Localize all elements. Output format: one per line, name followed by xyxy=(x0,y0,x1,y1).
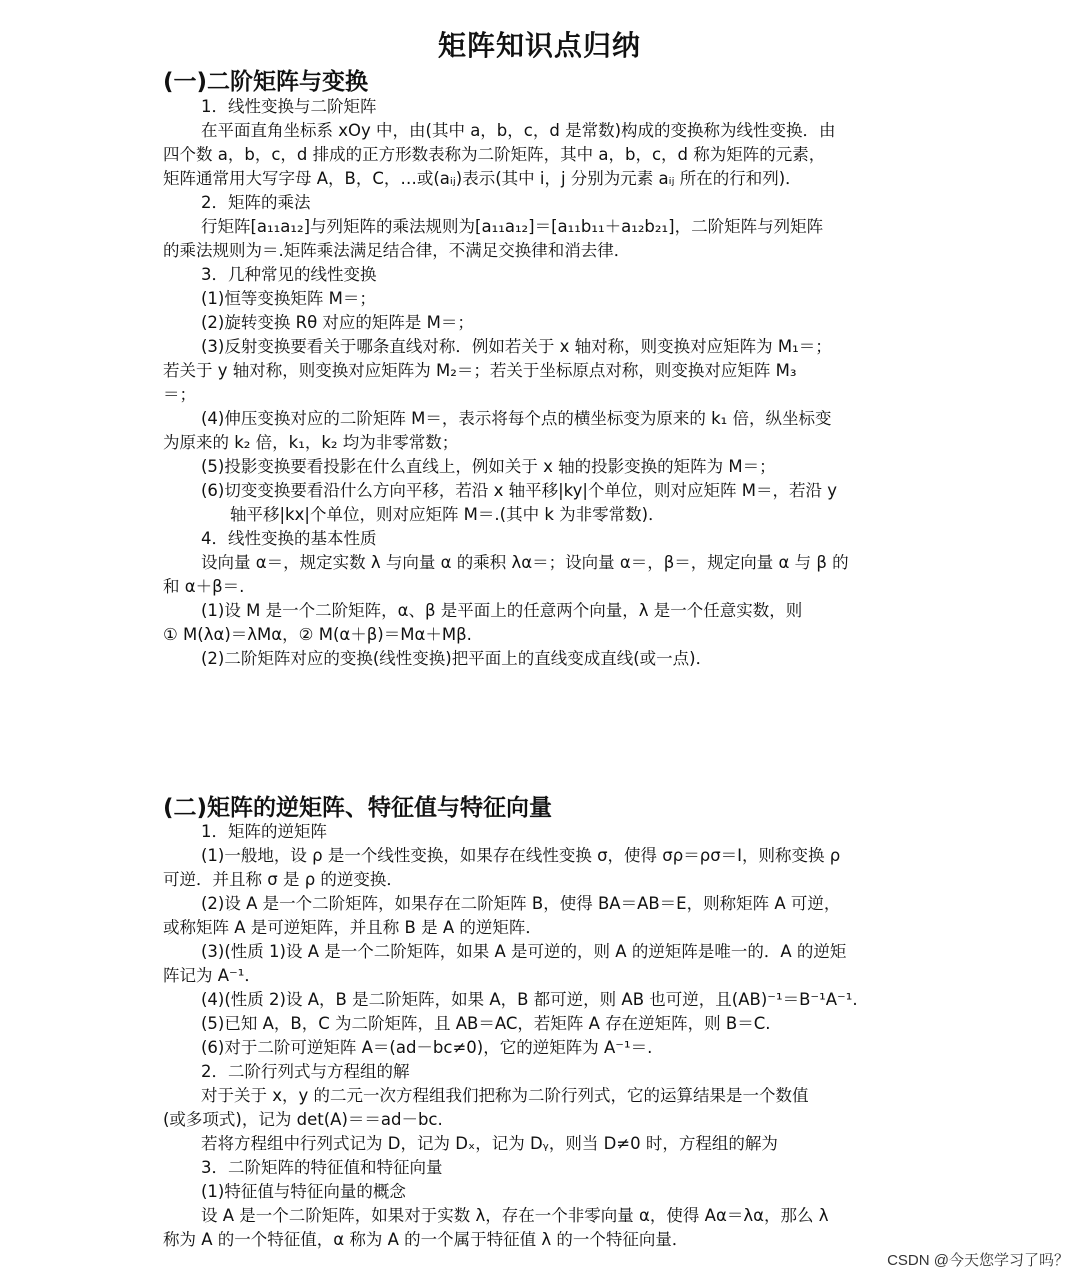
text-line: (4)伸压变换对应的二阶矩阵 M＝，表示将每个点的横坐标变为原来的 k₁ 倍，纵坐标变 xyxy=(201,409,832,428)
text-line: (3)(性质 1)设 A 是一个二阶矩阵，如果 A 是可逆的，则 A 的逆矩阵是唯一的．A 的逆矩 xyxy=(201,942,847,961)
text-line: (5)投影变换要看投影在什么直线上，例如关于 x 轴的投影变换的矩阵为 M＝； xyxy=(201,457,776,476)
text-line: 轴平移|kx|个单位，则对应矩阵 M＝.(其中 k 为非零常数)． xyxy=(230,505,665,524)
text-line: 或称矩阵 A 是可逆矩阵，并且称 B 是 A 的逆矩阵． xyxy=(163,918,542,937)
text-line: (1)特征值与特征向量的概念 xyxy=(201,1182,406,1201)
text-line: 1．矩阵的逆矩阵 xyxy=(201,822,327,841)
text-line: (2)设 A 是一个二阶矩阵，如果存在二阶矩阵 B，使得 BA＝AB＝E，则称矩阵 A 可逆， xyxy=(201,894,841,913)
text-line: ① M(λα)＝λMα，② M(α＋β)＝Mα＋Mβ. xyxy=(163,625,472,644)
text-line: (3)反射变换要看关于哪条直线对称．例如若关于 x 轴对称，则变换对应矩阵为 M₁＝； xyxy=(201,337,832,356)
text-line: (或多项式)，记为 det(A)＝＝ad－bc. xyxy=(163,1110,443,1129)
text-line: 的乘法规则为＝.矩阵乘法满足结合律，不满足交换律和消去律． xyxy=(163,241,631,260)
csdn-watermark: CSDN @今天您学习了吗？ xyxy=(887,1252,1069,1269)
text-line: 若关于 y 轴对称，则变换对应矩阵为 M₂＝；若关于坐标原点对称，则变换对应矩阵 M₃ xyxy=(163,361,797,380)
text-line: (1)设 M 是一个二阶矩阵，α、β 是平面上的任意两个向量，λ 是一个任意实数，则 xyxy=(201,601,803,620)
text-line: 四个数 a，b，c，d 排成的正方形数表称为二阶矩阵，其中 a，b，c，d 称为矩阵的元素， xyxy=(163,145,826,164)
text-line: 1．线性变换与二阶矩阵 xyxy=(201,97,377,116)
text-line: 4．线性变换的基本性质 xyxy=(201,529,377,548)
text-line: 设 A 是一个二阶矩阵，如果对于实数 λ，存在一个非零向量 α，使得 Aα＝λα，那么 λ xyxy=(201,1206,829,1225)
text-line: 在平面直角坐标系 xOy 中，由(其中 a，b，c，d 是常数)构成的变换称为线性变换．由 xyxy=(201,121,836,140)
text-line: (4)(性质 2)设 A，B 是二阶矩阵，如果 A，B 都可逆，则 AB 也可逆，且(AB)⁻¹＝B⁻¹A⁻¹. xyxy=(201,990,858,1009)
text-line: (5)已知 A，B，C 为二阶矩阵，且 AB＝AC，若矩阵 A 存在逆矩阵，则 B＝C. xyxy=(201,1014,771,1033)
text-line: 行矩阵[a₁₁a₁₂]与列矩阵的乘法规则为[a₁₁a₁₂]＝[a₁₁b₁₁＋a₁₂b₂₁]，二阶矩阵与列矩阵 xyxy=(201,217,824,236)
text-line: 3．几种常见的线性变换 xyxy=(201,265,377,284)
text-line: (2)二阶矩阵对应的变换(线性变换)把平面上的直线变成直线(或一点)． xyxy=(201,649,713,668)
text-line: 设向量 α＝，规定实数 λ 与向量 α 的乘积 λα＝；设向量 α＝，β＝，规定向量 α 与 β 的 xyxy=(201,553,849,572)
text-line: 为原来的 k₂ 倍，k₁，k₂ 均为非零常数； xyxy=(163,433,459,452)
text-line: 若将方程组中行列式记为 D，记为 Dₓ，记为 Dᵧ，则当 D≠0 时，方程组的解为 xyxy=(201,1134,778,1153)
text-line: 3．二阶矩阵的特征值和特征向量 xyxy=(201,1158,443,1177)
text-line: 和 α＋β＝. xyxy=(163,577,245,596)
text-line: (1)恒等变换矩阵 M＝； xyxy=(201,289,376,308)
text-line: ＝； xyxy=(163,385,196,404)
section-heading-2: (二)矩阵的逆矩阵、特征值与特征向量 xyxy=(163,795,553,821)
text-line: 阵记为 A⁻¹． xyxy=(163,966,261,985)
document-title: 矩阵知识点归纳 xyxy=(437,29,641,62)
section-heading-1: (一)二阶矩阵与变换 xyxy=(163,69,369,95)
text-line: (6)切变变换要看沿什么方向平移，若沿 x 轴平移|ky|个单位，则对应矩阵 M＝，若沿 y xyxy=(201,481,837,500)
text-line: 2．矩阵的乘法 xyxy=(201,193,311,212)
text-line: 对于关于 x，y 的二元一次方程组我们把称为二阶行列式，它的运算结果是一个数值 xyxy=(201,1086,809,1105)
text-line: 可逆．并且称 σ 是 ρ 的逆变换． xyxy=(163,870,403,889)
text-line: (1)一般地，设 ρ 是一个线性变换，如果存在线性变换 σ，使得 σρ＝ρσ＝I，则称变换 ρ xyxy=(201,846,841,865)
text-line: (6)对于二阶可逆矩阵 A＝(ad－bc≠0)，它的逆矩阵为 A⁻¹＝. xyxy=(201,1038,653,1057)
text-line: 矩阵通常用大写字母 A，B，C，…或(aᵢⱼ)表示(其中 i，j 分别为元素 aᵢⱼ 所在的行和列)． xyxy=(163,169,802,188)
text-line: 称为 A 的一个特征值，α 称为 A 的一个属于特征值 λ 的一个特征向量． xyxy=(163,1230,689,1249)
text-line: 2．二阶行列式与方程组的解 xyxy=(201,1062,410,1081)
text-line: (2)旋转变换 Rθ 对应的矩阵是 M＝； xyxy=(201,313,474,332)
